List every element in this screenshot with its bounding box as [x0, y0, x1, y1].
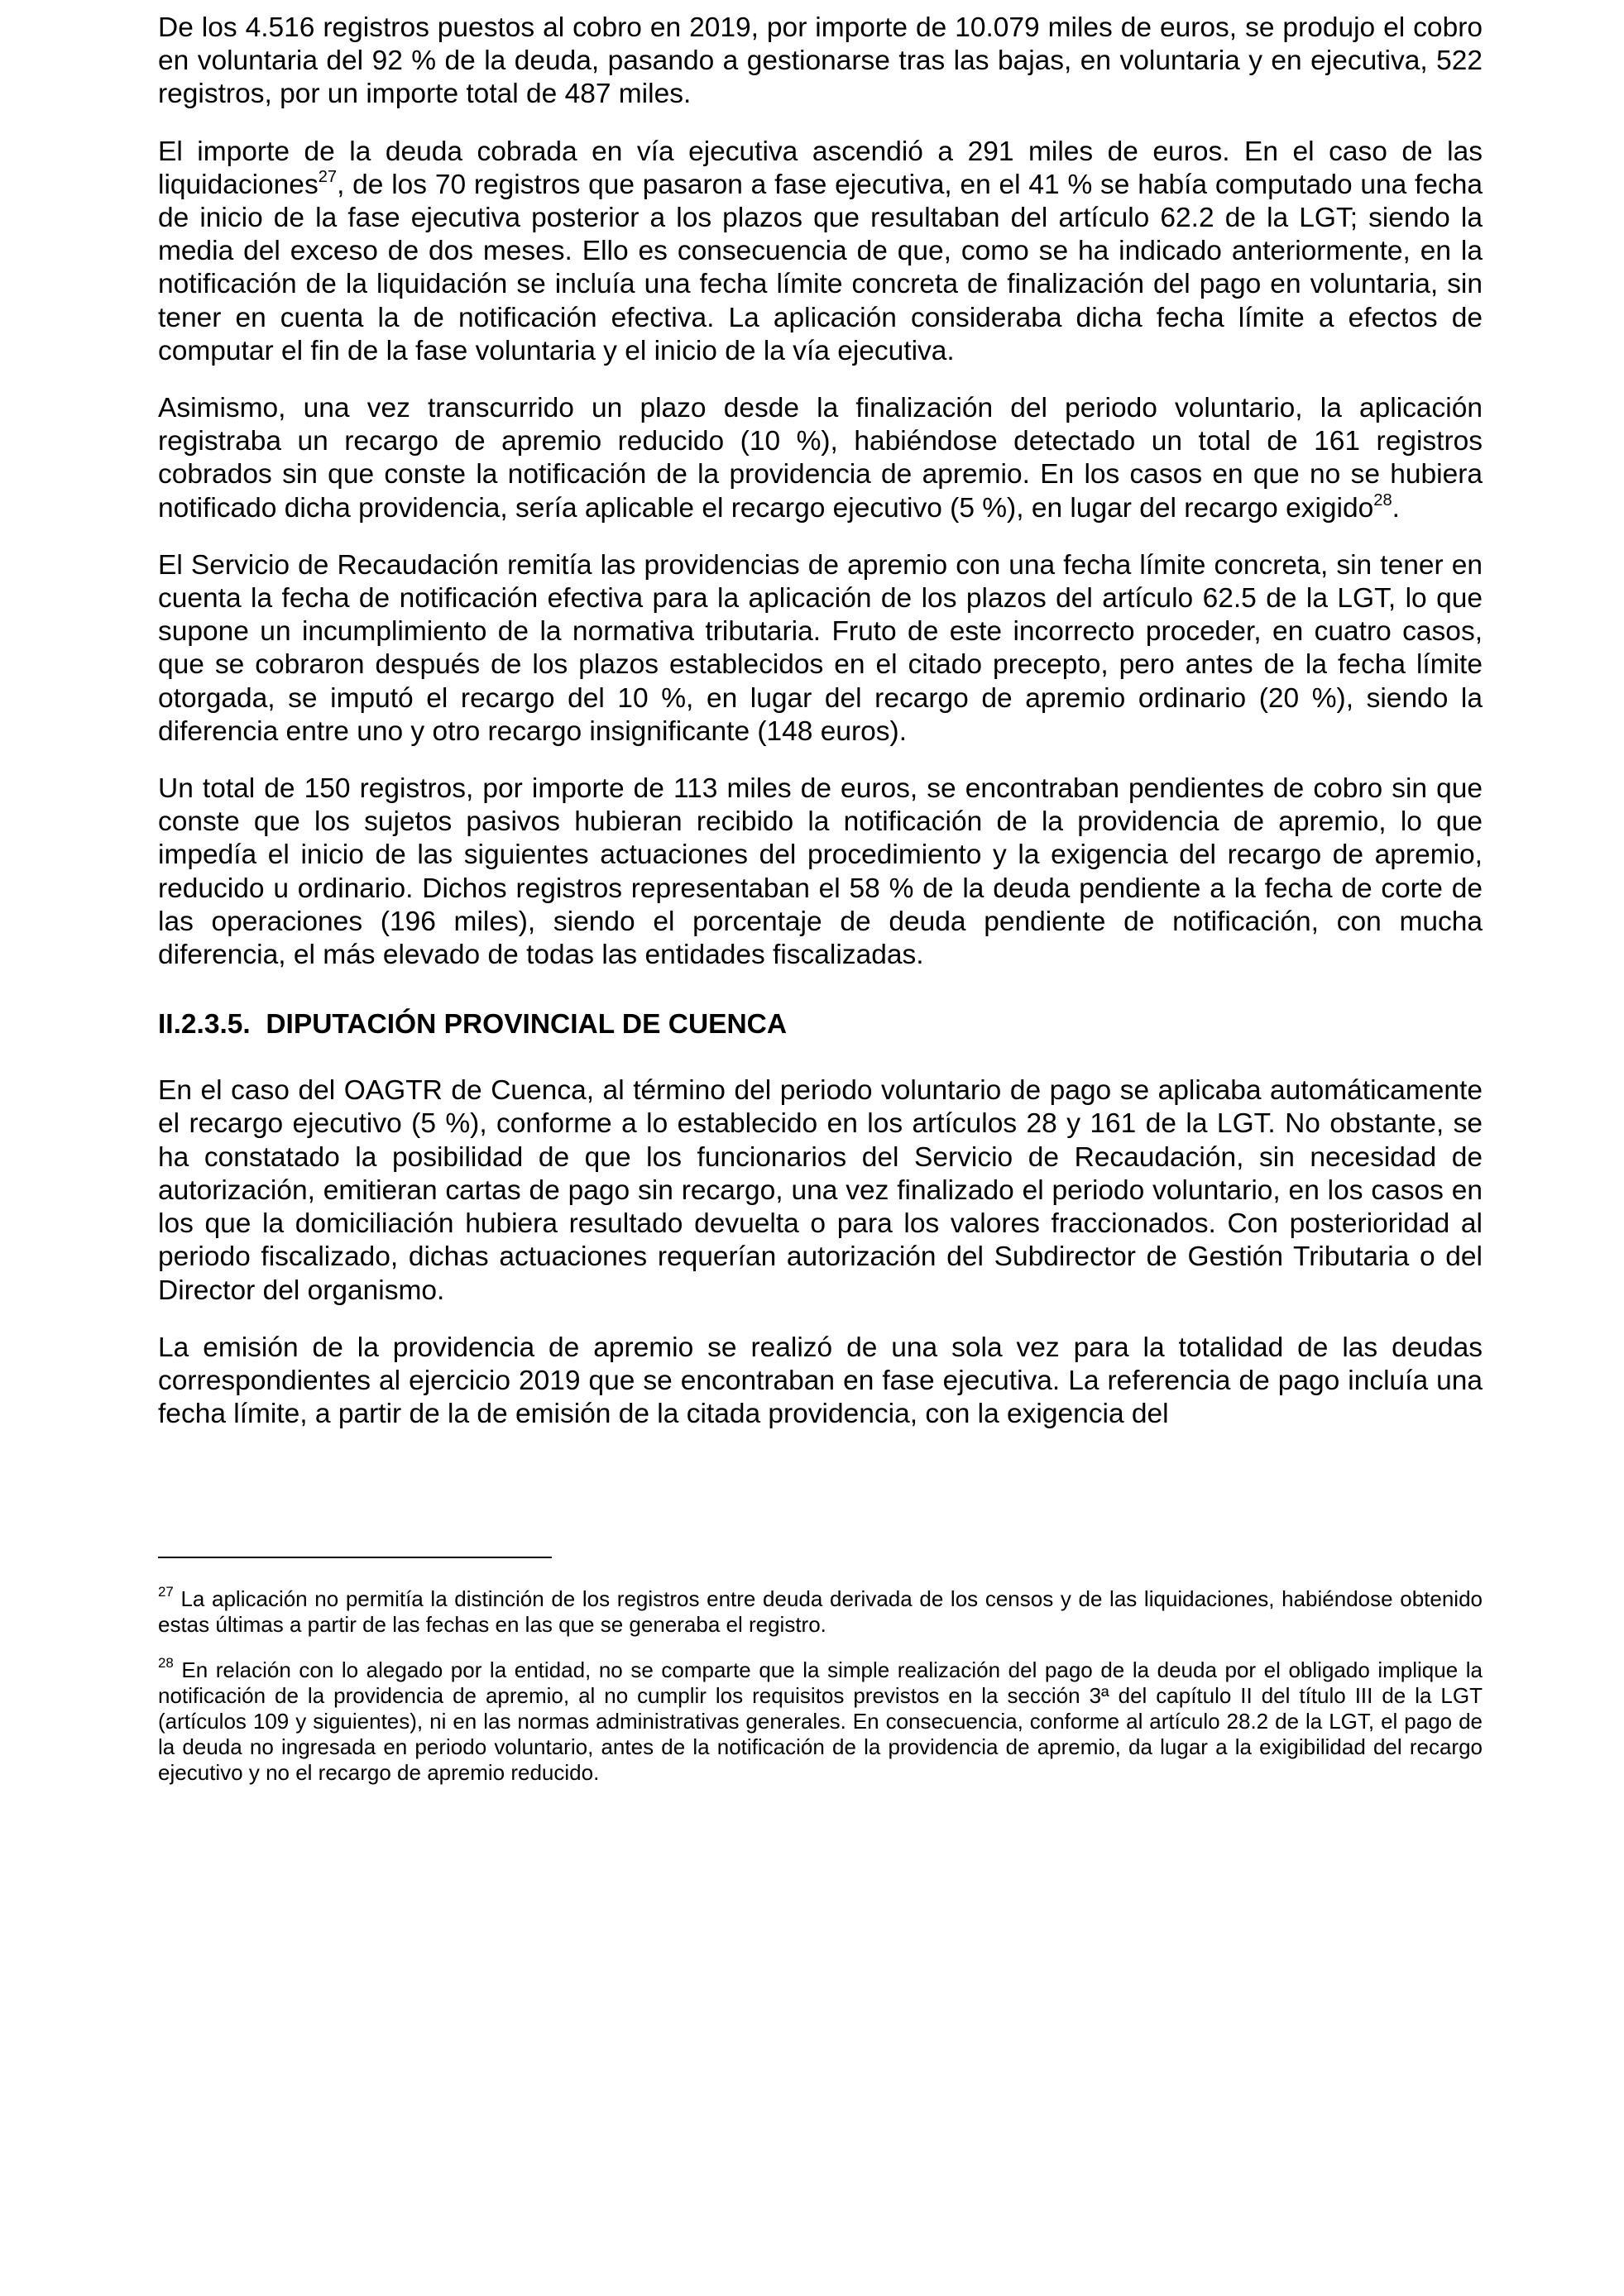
footnote-27	[158, 1586, 1483, 1638]
paragraph-text: , de los 70 registros que pasaron a fase ejecutiva, en el 41 % se había computado una fecha de inicio de la fase ejecutiva posterior a los plazos que resultaban del artículo 62.2 de la LGT; siendo la media del exceso de dos meses. Ello es consecuencia de que, como se ha indicado anteriormente, en la notificación de la liquidación se incluía una fecha límite concreta de finalización del pago en voluntaria, sin tener en cuenta la de notificación efectiva. La aplicación consideraba dicha fecha límite a efectos de computar el fin de la fase voluntaria y el inicio de la vía ejecutiva.	[158, 169, 1483, 366]
paragraph	[158, 392, 1483, 525]
paragraph-text: De los 4.516 registros puestos al cobro en 2019, por importe de 10.079 miles de euros, se produjo el cobro en voluntaria del 92 % de la deuda, pasando a gestionarse tras las bajas, en voluntaria y en ejecutiva, 522 registros, por un importe total de 487 miles.	[158, 12, 1483, 110]
footnote-ref-27[interactable]: 27	[318, 167, 338, 186]
paragraph	[158, 1332, 1483, 1432]
paragraph-text: Un total de 150 registros, por importe de 113 miles de euros, se encontraban pendientes de cobro sin que conste que los sujetos pasivos hubieran recibido la notificación de la providencia de apremio, lo que impedía el inicio de las siguientes actuaciones del procedimiento y la exigencia del recargo de apremio, reducido u ordinario. Dichos registros representaban el 58 % de la deuda pendiente a la fecha de corte de las operaciones (196 miles), siendo el porcentaje de deuda pendiente de notificación, con mucha diferencia, el más elevado de todas las entidades fiscalizadas.	[158, 773, 1483, 971]
footnote-text: La aplicación no permitía la distinción de los registros entre deuda derivada de los censos y de las liquidaciones, habiéndose obtenido estas últimas a partir de las fechas en las que se generaba el registro.	[158, 1586, 1483, 1637]
paragraph-text: .	[1392, 492, 1400, 524]
paragraph-text: En el caso del OAGTR de Cuenca, al término del periodo voluntario de pago se aplicaba automáticamente el recargo ejecutivo (5 %), conforme a lo establecido en los artículos 28 y 161 de la LGT. No obstante, se ha constatado la posibilidad de que los funcionarios del Servicio de Recaudación, sin necesidad de autorización, emitieran cartas de pago sin recargo, una vez finalizado el periodo voluntario, en los casos en los que la domiciliación hubiera resultado devuelta o para los valores fraccionados. Con posterioridad al periodo fiscalizado, dichas actuaciones requerían autorización del Subdirector de Gestión Tributaria o del Director del organismo.	[158, 1075, 1483, 1306]
footnote-number: 27	[158, 1584, 174, 1600]
paragraph	[158, 549, 1483, 749]
paragraph	[158, 1074, 1483, 1307]
paragraph	[158, 136, 1483, 368]
footnote-ref-28[interactable]: 28	[1373, 490, 1392, 509]
paragraph-text: El importe de la deuda cobrada en vía ejecutiva ascendió a 291 miles de euros. En el caso de las liquidaciones	[158, 136, 1483, 200]
footnote-number: 28	[158, 1655, 174, 1672]
main-text	[158, 12, 1483, 1455]
footnote-separator	[158, 1557, 552, 1558]
paragraph-text: Asimismo, una vez transcurrido un plazo desde la finalización del periodo voluntario, la aplicación registraba un recargo de apremio reducido (10 %), habiéndose detectado un total de 161 registros cobrados sin que conste la notificación de la providencia de apremio. En los casos en que no se hubiera notificado dicha providencia, sería aplicable el recargo ejecutivo (5 %), en lugar del recargo exigido	[158, 393, 1483, 524]
footnote-text: En relación con lo alegado por la entidad, no se comparte que la simple realización del pago de la deuda por el obligado implique la notificación de la providencia de apremio, al no cumplir los requisitos previstos en la sección 3ª del capítulo II del título III de la LGT (artículos 109 y siguientes), ni en las normas administrativas generales. En consecuencia, conforme al artículo 28.2 de la LGT, el pago de la deuda no ingresada en periodo voluntario, antes de la notificación de la providencia de apremio, da lugar a la exigibilidad del recargo ejecutivo y no el recargo de apremio reducido.	[158, 1657, 1483, 1785]
footnotes	[158, 1586, 1483, 1806]
paragraph	[158, 773, 1483, 972]
paragraph	[158, 12, 1483, 112]
footnote-28	[158, 1657, 1483, 1786]
section-heading: II.2.3.5. DIPUTACIÓN PROVINCIAL DE CUENCA	[158, 1009, 788, 1040]
paragraph-text: El Servicio de Recaudación remitía las providencias de apremio con una fecha límite concreta, sin tener en cuenta la fecha de notificación efectiva para la aplicación de los plazos del artículo 62.5 de la LGT, lo que supone un incumplimiento de la normativa tributaria. Fruto de este incorrecto proceder, en cuatro casos, que se cobraron después de los plazos establecidos en el citado precepto, pero antes de la fecha límite otorgada, se imputó el recargo del 10 %, en lugar del recargo de apremio ordinario (20 %), siendo la diferencia entre uno y otro recargo insignificante (148 euros).	[158, 549, 1483, 747]
paragraph-text: La emisión de la providencia de apremio se realizó de una sola vez para la totalidad de las deudas correspondientes al ejercicio 2019 que se encontraban en fase ejecutiva. La referencia de pago incluía una fecha límite, a partir de la de emisión de la citada providencia, con la exigencia del	[158, 1332, 1483, 1430]
